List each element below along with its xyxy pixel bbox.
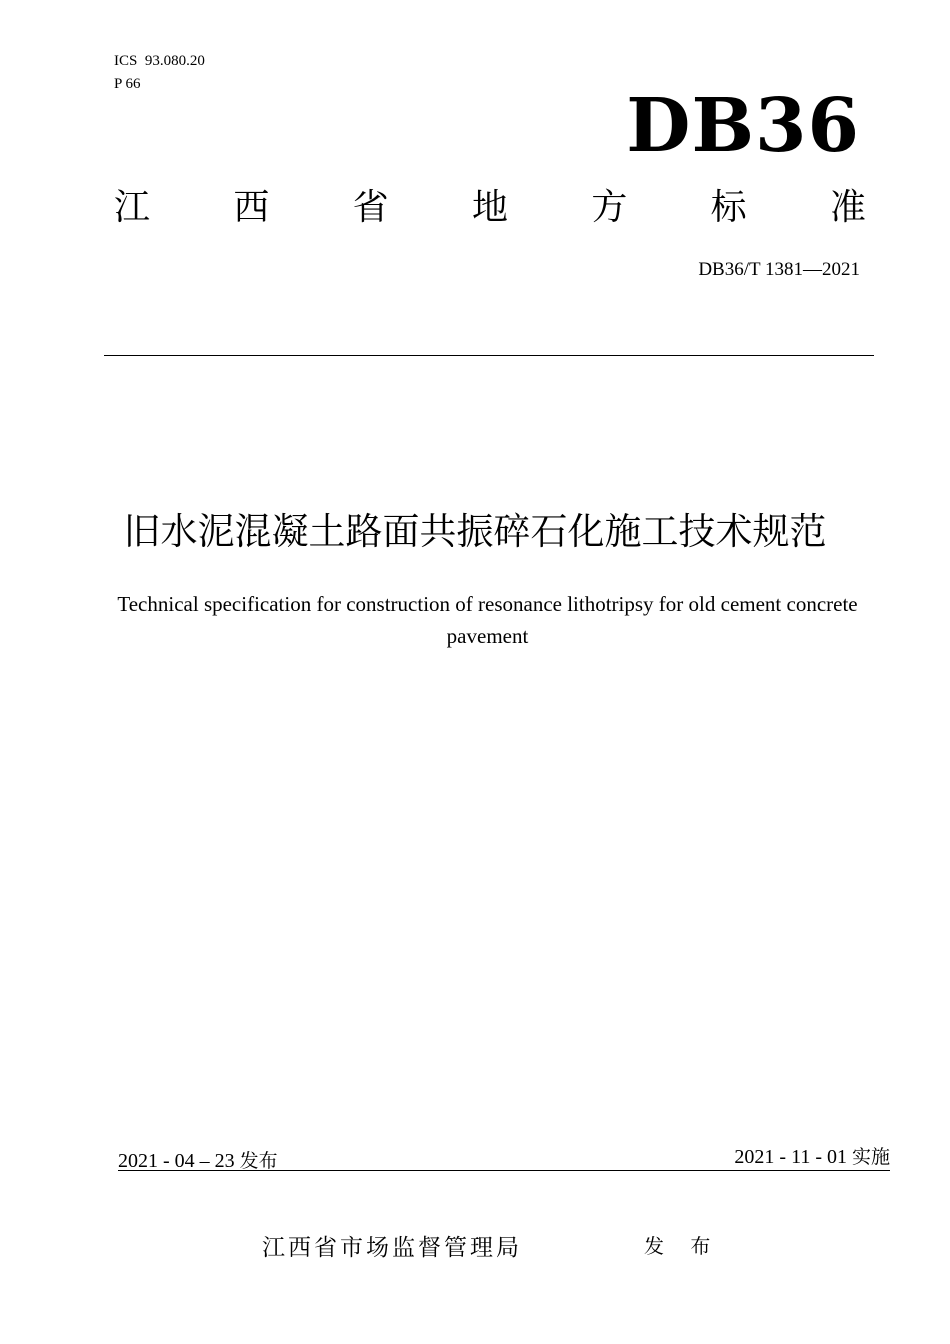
header-divider — [104, 355, 874, 356]
footer-divider — [118, 1170, 890, 1171]
english-title-line-2: pavement — [446, 624, 529, 648]
standard-type-char: 江 — [114, 187, 151, 228]
implement-label: 实施 — [851, 1146, 890, 1168]
classification-codes — [114, 50, 205, 96]
english-title-line-1: Technical specification for construction of resonance lithotripsy for old cement concrete — [117, 592, 858, 616]
standard-type-char: 准 — [829, 187, 866, 228]
date-row — [118, 1144, 890, 1170]
publisher-name: 江西省市场监督管理局 — [262, 1235, 522, 1261]
english-title — [80, 588, 895, 652]
standard-type-char: 方 — [591, 187, 628, 228]
standard-number: DB36/T 1381—2021 — [698, 259, 860, 280]
standard-code-logo: DB36 — [626, 83, 860, 169]
issue-date: 2021 - 04 – 23 — [118, 1150, 235, 1172]
standard-type-char: 省 — [352, 187, 389, 228]
implement-date: 2021 - 11 - 01 — [734, 1146, 847, 1168]
publish-label: 发 布 — [644, 1234, 721, 1258]
standard-type-heading — [114, 184, 866, 232]
ics-code: ICS 93.080.20 — [114, 53, 205, 69]
issue-label: 发布 — [239, 1150, 278, 1172]
standard-type-char: 标 — [710, 187, 747, 228]
standard-type-char: 地 — [471, 187, 508, 228]
ccs-code: P 66 — [114, 76, 141, 92]
implement-date-block — [734, 1144, 890, 1170]
standard-type-char: 西 — [233, 187, 270, 228]
chinese-title: 旧水泥混凝土路面共振碎石化施工技术规范 — [123, 510, 827, 553]
